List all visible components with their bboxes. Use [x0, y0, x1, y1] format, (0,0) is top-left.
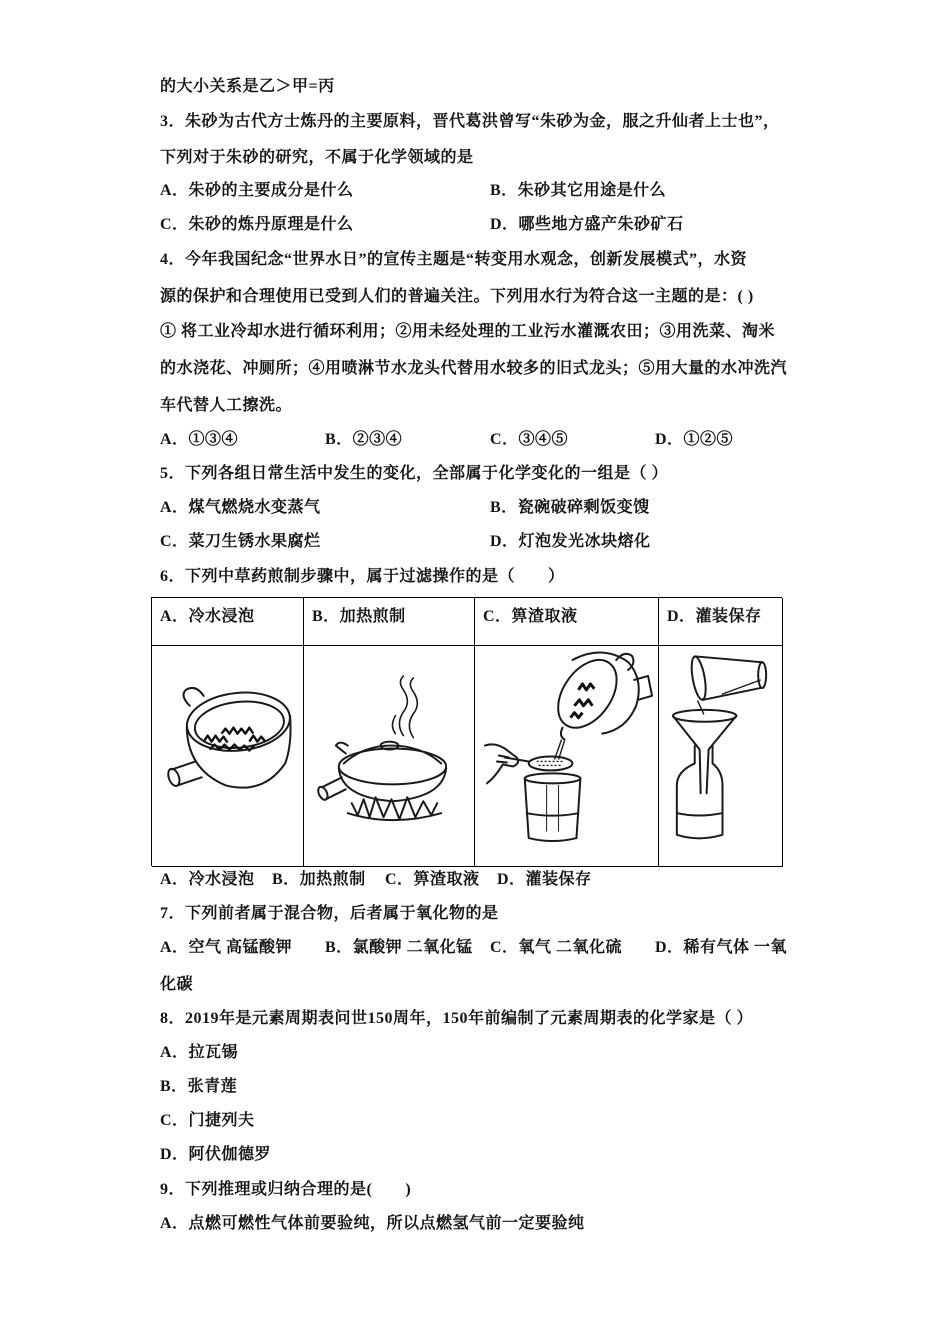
soaking-pot-illustration — [152, 646, 303, 866]
q6-option-b: B．加热煎制 — [272, 871, 366, 888]
q5-option-c: C．菜刀生锈水果腐烂 — [160, 533, 321, 550]
q3-option-c: C．朱砂的炼丹原理是什么 — [160, 216, 354, 233]
table-header-a: A．冷水浸泡 — [152, 598, 304, 646]
bottling-illustration — [659, 646, 782, 866]
q4-stem-line-1: 4．今年我国纪念“世界水日”的宣传主题是“转变用水观念，创新发展模式”，水资 — [160, 251, 748, 268]
table-cell-d-image — [659, 646, 783, 867]
q7-option-d: D．稀有气体 一氧 — [655, 939, 788, 956]
table-cell-b-image — [304, 646, 475, 867]
q8-option-b: B．张青莲 — [160, 1078, 238, 1095]
q8-option-d: D．阿伏伽德罗 — [160, 1146, 272, 1163]
q8-option-a: A．拉瓦锡 — [160, 1044, 239, 1061]
q8-option-c: C．门捷列夫 — [160, 1112, 255, 1129]
q4-stem-line-4: 的水浇花、冲厕所；④用喷淋节水龙头代替用水较多的旧式龙头；⑤用大量的水冲洗汽 — [160, 360, 788, 377]
q7-option-b: B．氯酸钾 二氧化锰 — [325, 939, 473, 956]
q5-stem: 5．下列各组日常生活中发生的变化，全部属于化学变化的一组是（ ） — [160, 465, 669, 482]
q3-stem-line-1: 3．朱砂为古代方士炼丹的主要原料，晋代葛洪曾写“朱砂为金，服之升仙者上士也”， — [160, 113, 780, 130]
q9-option-a: A．点燃可燃性气体前要验纯，所以点燃氢气前一定要验纯 — [160, 1215, 585, 1232]
q7-option-a: A．空气 高锰酸钾 — [160, 939, 293, 956]
q5-option-a: A．煤气燃烧水变蒸气 — [160, 499, 321, 516]
q4-option-d: D．①②⑤ — [655, 431, 734, 448]
q4-option-c: C．③④⑤ — [490, 431, 569, 448]
q4-option-a: A．①③④ — [160, 431, 239, 448]
steam-line — [409, 678, 417, 738]
steam-line — [392, 716, 395, 734]
q6-option-d: D．灌装保存 — [497, 871, 592, 888]
steam-line — [399, 676, 407, 736]
q3-option-b: B．朱砂其它用途是什么 — [490, 182, 667, 199]
table-header-c: C．箅渣取液 — [475, 598, 659, 646]
table-header-b: B．加热煎制 — [304, 598, 475, 646]
table-cell-a-image — [152, 646, 304, 867]
straining-illustration — [475, 646, 658, 866]
q6-steps-table — [151, 597, 782, 866]
q6-stem: 6．下列中草药煎制步骤中，属于过滤操作的是（ ） — [160, 568, 565, 585]
q7-option-c: C．氧气 二氧化硫 — [490, 939, 623, 956]
q9-stem: 9．下列推理或归纳合理的是( ) — [160, 1181, 412, 1198]
q3-option-a: A．朱砂的主要成分是什么 — [160, 182, 354, 199]
q5-option-d: D．灯泡发光冰块熔化 — [490, 533, 651, 550]
q6-option-a: A．冷水浸泡 — [160, 871, 255, 888]
q4-stem-line-3: ① 将工业冷却水进行循环利用；②用未经处理的工业污水灌溉农田；③用洗菜、淘米 — [160, 323, 776, 340]
table-cell-c-image — [475, 646, 659, 867]
heating-pot-illustration — [304, 646, 474, 866]
q4-stem-line-2: 源的保护和合理使用已受到人们的普遍关注。下列用水行为符合这一主题的是：( ) — [160, 288, 754, 305]
q8-stem: 8．2019年是元素周期表问世150周年，150年前编制了元素周期表的化学家是（ ） — [160, 1010, 754, 1027]
table-header-d: D．灌装保存 — [659, 598, 783, 646]
q3-option-d: D．哪些地方盛产朱砂矿石 — [490, 216, 684, 233]
q4-stem-line-5: 车代替人工擦洗。 — [160, 397, 293, 414]
q6-option-c: C．箅渣取液 — [385, 871, 480, 888]
q4-option-b: B．②③④ — [325, 431, 403, 448]
q7-option-d-wrap: 化碳 — [160, 976, 194, 993]
q5-option-b: B．瓷碗破碎剩饭变馊 — [490, 499, 650, 516]
q3-stem-line-2: 下列对于朱砂的研究，不属于化学领域的是 — [160, 149, 474, 166]
q7-stem: 7．下列前者属于混合物，后者属于氧化物的是 — [160, 905, 499, 922]
q2-answer-tail: 的大小关系是乙＞甲=丙 — [160, 78, 335, 95]
